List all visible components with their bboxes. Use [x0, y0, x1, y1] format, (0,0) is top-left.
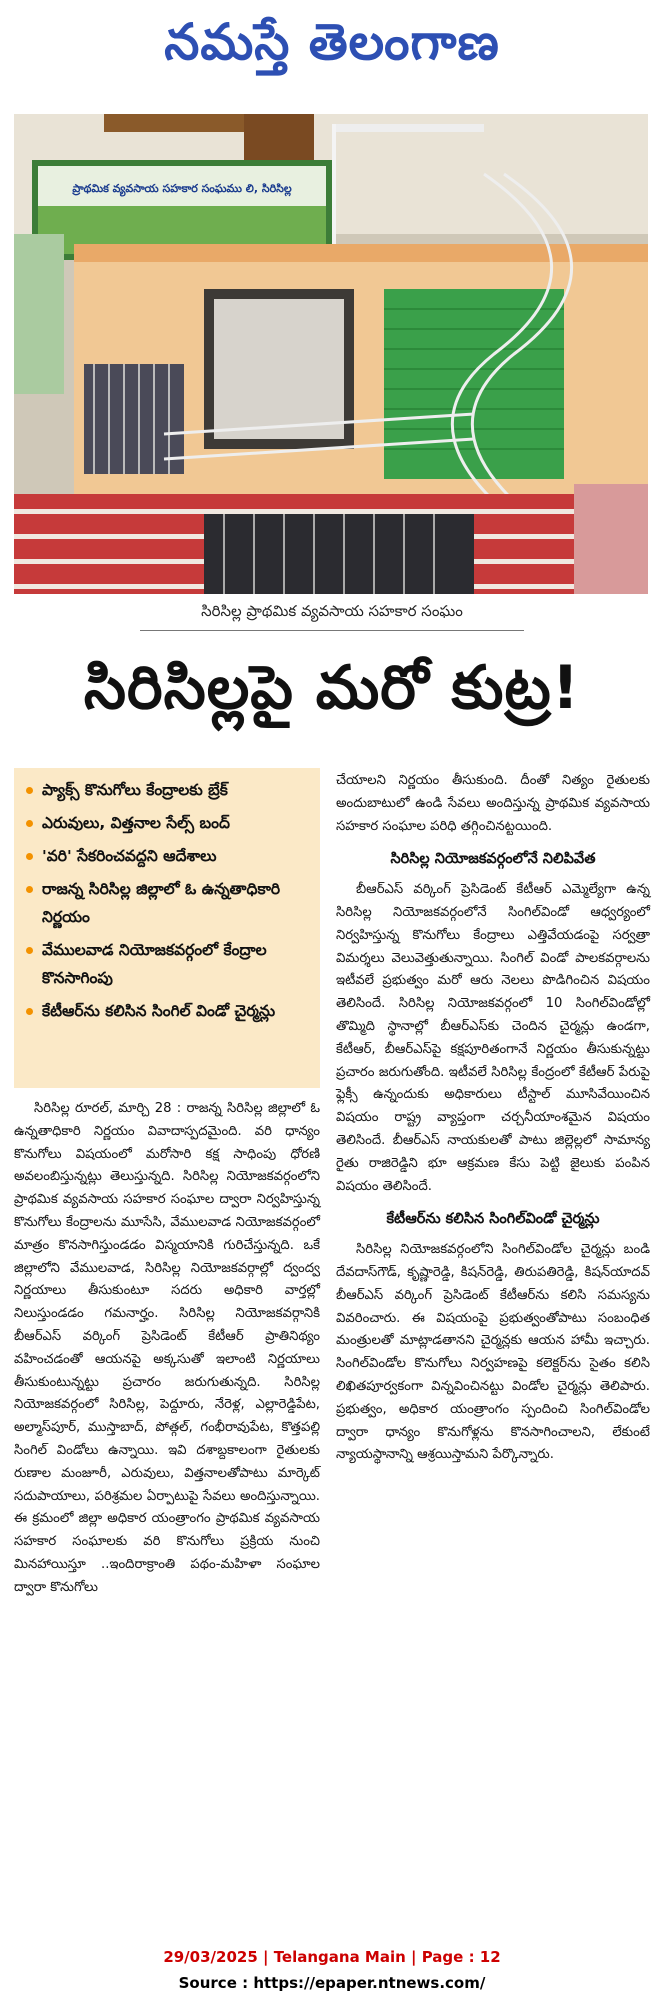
highlight-item: ఎరువులు, విత్తనాల సేల్స్ బంద్ [24, 809, 310, 837]
photo-caption: సిరిసిల్ల ప్రాథమిక వ్యవసాయ సహకార సంఘం [140, 602, 524, 631]
footer-source-line: Source : https://epaper.ntnews.com/ [178, 1974, 486, 1992]
building-photo [14, 114, 648, 594]
footer-date-line: 29/03/2025 | Telangana Main | Page : 12 [163, 1948, 501, 1966]
subheading: కేటీఆర్‌ను కలిసిన సింగిల్‌విండో చైర్మన్లు [386, 1211, 600, 1228]
highlight-item: రాజన్న సిరిసిల్ల జిల్లాలో ఓ ఉన్నతాధికారి నిర్ణయం [24, 875, 310, 931]
masthead-title: నమస్తే తెలంగాణ [164, 12, 500, 71]
masthead [0, 0, 664, 96]
headline: సిరిసిల్లపై మరో కుట్ర! [83, 653, 581, 723]
article-right-column [336, 770, 650, 1467]
subheading: సిరిసిల్ల నియోజకవర్గంలోనే నిలిపివేత [390, 851, 596, 868]
highlight-item: 'వరి' సేకరించవద్దని ఆదేశాలు [24, 842, 310, 870]
article-left-column [14, 1098, 320, 1600]
article-paragraph: చేయాలని నిర్ణయం తీసుకుంది. దీంతో నిత్యం రైతులకు అందుబాటులో ఉండి సేవలు అందిస్తున్న ప్రాథమిక వ్యవసాయ సహకార సంఘాల పరిధి తగ్గించినట్టయింది. [336, 773, 650, 834]
highlights-box [14, 768, 320, 1088]
article-paragraph: బీఆర్‌ఎస్ వర్కింగ్ ప్రెసిడెంట్ కేటీఆర్ ఎమ్మెల్యేగా ఉన్న సిరిసిల్ల నియోజకవర్గంలోనే సింగిల్‌విండో ఆధ్వర్యంలో నిర్వహిస్తున్న కొనుగోలు కేంద్రాలు ఎత్తివేయడంపై సర్వత్రా విమర్శలు వెలువెత్తుతున్నాయి. సింగిల్ విండో పాలకవర్గాలను ఇటీవలే ప్రభుత్వం మరో ఆరు నెలలు పొడిగించిన విషయం తెలిసిందే. సిరిసిల్ల నియోజకవర్గంలో 10 సింగిల్‌విండోల్లో తొమ్మిది స్థానాల్లో బీఆర్‌ఎస్‌కు చెందిన చైర్మన్లు ఉండగా, కేటీఆర్, బీఆర్‌ఎస్‌పై కక్షపూరితంగానే నిర్ణయం తీసుకున్నట్టు ప్రచారం జరుగుతోంది. ఇటీవలే సిరిసిల్ల కేంద్రంలో కేటీఆర్ పేరుపై ఫ్లెక్సీ ఉన్నందుకు అధికారులు టీస్టాల్ మూసివేయించిన విషయం రాష్ట్ర వ్యాప్తంగా చర్చనీయాంశమైన విషయం తెలిసిందే. బీఆర్‌ఎస్ నాయకులతో పాటు జిల్లెల్లలో సామాన్య రైతు రాజిరెడ్డిని భూ ఆక్రమణ కేసు పెట్టి జైలుకు పంపిన విషయం తెలిసిందే. [336, 882, 650, 1194]
banner-text: ప్రాథమిక వ్యవసాయ సహకార సంఘము లి, సిరిసిల్ల [72, 182, 292, 195]
article-paragraph: సిరిసిల్ల నియోజకవర్గంలోని సింగిల్‌విండోల చైర్మన్లు బండి దేవదాస్‌గౌడ్, కృష్ణారెడ్డి, కిషన్‌రెడ్డి, తిరుపతిరెడ్డి, కిషన్‌యాదవ్ బీఆర్‌ఎస్ వర్కింగ్ ప్రెసిడెంట్ కేటీఆర్‌ను కలిసి సమస్యను వివరించారు. ఈ విషయంపై ప్రభుత్వంతోపాటు సంబంధిత మంత్రులతో మాట్లాడతానని చైర్మన్లకు ఆయన హామీ ఇచ్చారు. సింగిల్‌విండోల కొనుగోలు నిర్వహణపై కలెక్టర్‌ను సైతం కలిసి లిఖితపూర్వకంగా విన్నవించినట్టు విండోల చైర్మన్లు తెలిపారు. ప్రభుత్వం, అధికార యంత్రాంగం స్పందించి సింగిల్‌విండోల ద్వారా ధాన్యం కొనుగోళ్లను కొనసాగించాలని, లేకుంటే న్యాయస్థానాన్ని ఆశ్రయిస్తామని పేర్కొన్నారు. [336, 1242, 650, 1463]
article-paragraph: సిరిసిల్ల రూరల్, మార్చి 28 : రాజన్న సిరిసిల్ల జిల్లాలో ఓ ఉన్నతాధికారి నిర్ణయం వివాదాస్పదమైంది. వరి ధాన్యం కొనుగోలు విషయంలో మరోసారి కక్ష సాధింపు ధోరణి అవలంబిస్తున్నట్లు తెలుస్తున్నది. సిరిసిల్ల నియోజకవర్గంలోని ప్రాథమిక వ్యవసాయ సహకార సంఘాల ద్వారా నిర్వహిస్తున్న కొనుగోలు కేంద్రాలను మూసేసి, వేములవాడ నియోజకవర్గంలో మాత్రం కొనసాగిస్తుండడం విస్మయానికి గురిచేస్తున్నది. ఒకే జిల్లాలోని వేములవాడ, సిరిసిల్ల నియోజకవర్గాల్లో ద్వంద్వ నిర్ణయాలు తీసుకుంటూ సదరు అధికారి వార్తల్లో నిలుస్తుండడం గమనార్హం. సిరిసిల్ల నియోజకవర్గానికి బీఆర్‌ఎస్ వర్కింగ్ ప్రెసిడెంట్ కేటీఆర్ ప్రాతినిథ్యం వహించడంతో ఆయనపై అక్కసుతో ఇలాంటి నిర్ణయాలు తీసుకుంటున్నట్టు ప్రచారం జరుగుతున్నది. సిరిసిల్ల నియోజకవర్గంలో సిరిసిల్ల, పెద్దూరు, నేరెళ్ల, ఎల్లారెడ్డిపేట, అల్మాస్‌పూర్, ముస్తాబాద్, పోత్గల్, గంభీరావుపేట, కొత్తపల్లి సింగిల్ విండోలు ఉన్నాయి. ఇవి దశాబ్దకాలంగా రైతులకు రుణాల మంజూరీ, ఎరువులు, విత్తనాలతోపాటు మార్కెట్ సదుపాయాలు, పరిశ్రమల ఏర్పాటుపై సేవలు అందిస్తున్నాయి. ఈ క్రమంలో జిల్లా అధికార యంత్రాంగం ప్రాథమిక వ్యవసాయ సహకార సంఘాలకు వరి కొనుగోలు ప్రక్రియ నుంచి మినహాయిస్తూ ..ఇందిరాక్రాంతి పథం-మహిళా సంఘాల ద్వారా కొనుగోలు [14, 1101, 320, 1595]
article-photo [14, 114, 648, 594]
highlight-item: ప్యాక్స్ కొనుగోలు కేంద్రాలకు బ్రేక్ [24, 776, 310, 804]
highlight-item: వేములవాడ నియోజకవర్గంలో కేంద్రాల కొనసాగింపు [24, 936, 310, 992]
highlight-item: కేటీఆర్‌ను కలిసిన సింగిల్ విండో చైర్మన్లు [24, 997, 310, 1025]
